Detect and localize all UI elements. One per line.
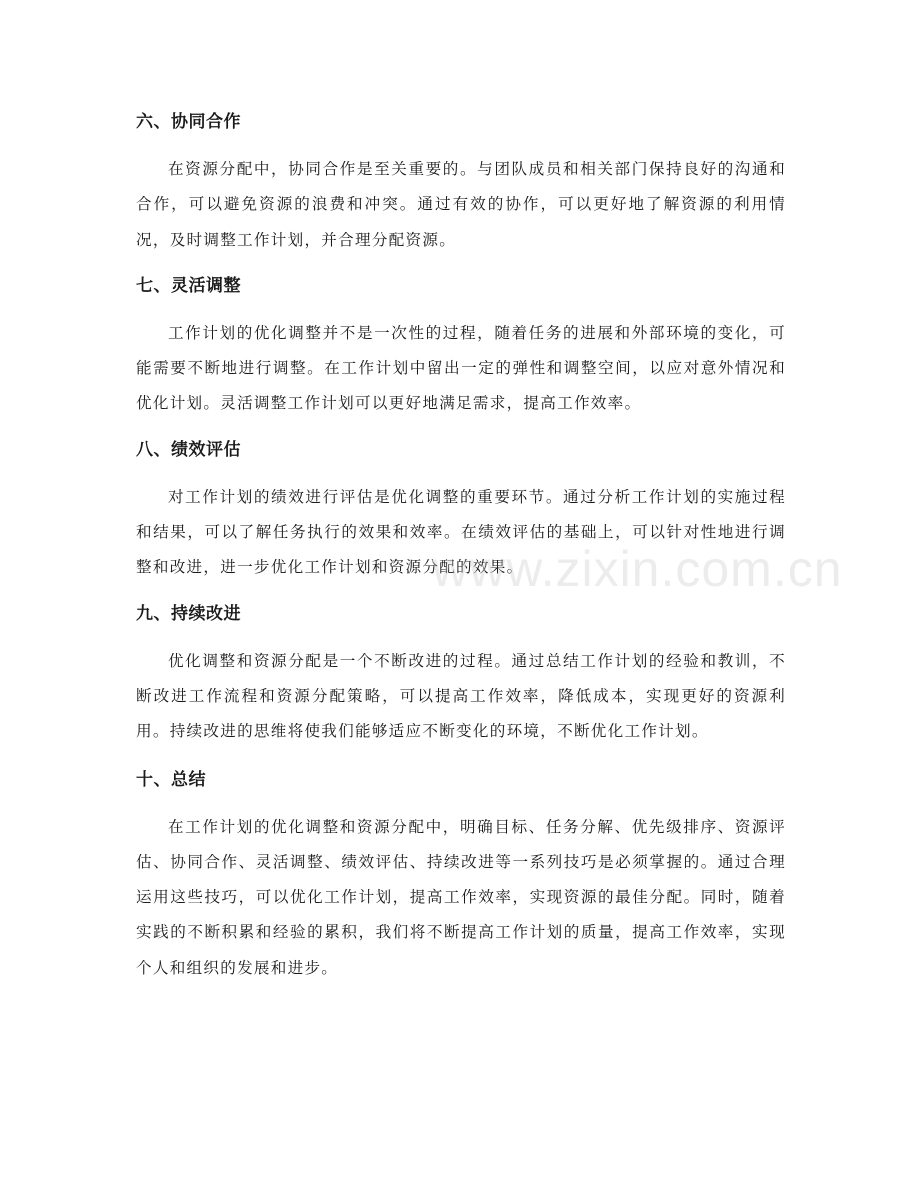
section-title: 九、持续改进: [136, 603, 241, 624]
section-paragraph: 优化调整和资源分配是一个不断改进的过程。通过总结工作计划的经验和教训，不断改进工作流程和资源分配策略，可以提高工作效率，降低成本，实现更好的资源利用。持续改进的思维将使我们能够适应不断变化的环境，不断优化工作计划。: [136, 651, 786, 741]
section-title: 七、灵活调整: [136, 275, 241, 296]
document-content: [136, 105, 786, 997]
section-performance-evaluation: [136, 433, 786, 586]
section-paragraph: 对工作计划的绩效进行评估是优化调整的重要环节。通过分析工作计划的实施过程和结果，可以了解任务执行的效果和效率。在绩效评估的基础上，可以针对性地进行调整和改进，进一步优化工作计划和资源分配的效果。: [136, 487, 786, 577]
section-paragraph: 工作计划的优化调整并不是一次性的过程，随着任务的进展和外部环境的变化，可能需要不断地进行调整。在工作计划中留出一定的弹性和调整空间，以应对意外情况和优化计划。灵活调整工作计划可以更好地满足需求，提高工作效率。: [136, 323, 786, 413]
section-continuous-improvement: [136, 597, 786, 750]
section-title: 六、协同合作: [136, 112, 241, 132]
section-paragraph: 在工作计划的优化调整和资源分配中，明确目标、任务分解、优先级排序、资源评估、协同合作、灵活调整、绩效评估、持续改进等一系列技巧是必须掌握的。通过合理运用这些技巧，可以优化工作计划，提高工作效率，实现资源的最佳分配。同时，随着实践的不断积累和经验的累积，我们将不断提高工作计划的质量，提高工作效率，实现个人和组织的发展和进步。: [136, 817, 786, 977]
section-title: 八、绩效评估: [136, 439, 241, 460]
section-title: 十、总结: [136, 769, 206, 790]
section-flexible-adjustment: [136, 269, 786, 422]
watermark: www.zixin.com.cn: [432, 541, 843, 597]
section-paragraph: 在资源分配中，协同合作是至关重要的。与团队成员和相关部门保持良好的沟通和合作，可以避免资源的浪费和冲突。通过有效的协作，可以更好地了解资源的利用情况，及时调整工作计划，并合理分配资源。: [136, 160, 786, 249]
section-summary: [136, 763, 786, 986]
section-collaboration: [136, 105, 786, 258]
